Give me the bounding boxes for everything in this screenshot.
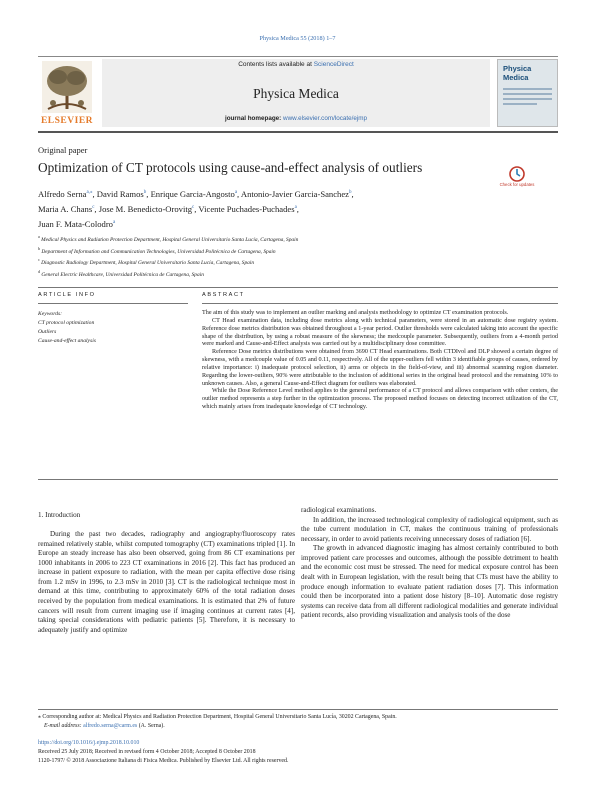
author-sup: b (143, 190, 147, 195)
author-sep: , (296, 203, 299, 214)
corresponding-author: ⁎ Corresponding author at: Medical Physics and Radiation Protection Department, Hospital General Universitario Santa Lucía, 30202 Cartagena, Spain. (38, 714, 397, 720)
elsevier-wordmark: ELSEVIER (40, 116, 94, 126)
keyword-item: CT protocol optimization (38, 320, 95, 326)
divider (38, 287, 558, 288)
author-sup: a (112, 219, 116, 225)
author-name[interactable]: Maria A. Chans (38, 203, 93, 214)
abstract-paragraph: Reference Dose metrics distributions were obtained from 3690 CT Head examinations. Both CTDIvol and DLP showed a certain degree of skewness, with a medcouple value of 0.05 and 0.11, respectively. All of the upper-outliers fell within 3 identifiable groups of causes, ordered by relative importance: i) inadequate protocol selection, ii) arms or objects in the field-of-view, and iii) abnormal scanning region diameter. Regarding the lower-outliers, 90% were attributable to the inclusion of additional series in the original head protocol and the remaining 10% to unknown causes. Also, a general Cause-and-Effect diagram for outliers was elaborated. (202, 349, 558, 387)
contents-line (102, 61, 490, 68)
body-paragraph: The growth in advanced diagnostic imaging has almost certainly contributed to both improved patient care processes and outcomes, although the possible detriment to health and the economic cost must be stressed. The need for medical exposure control has been dealt with in European legislation, with the result being that CTs must have the ability to produce enough information to evaluate patient radiation doses [7]. This information could then be incorporated into a patient dose history [8–10]. Automatic dose registry systems can receive data from all different radiological modalities and generate individual patient records, also providing visualization and analysis tools of the dose (301, 544, 558, 620)
author-name[interactable]: Juan F. Mata-Colodro (38, 218, 113, 229)
author-sup: a,⁎ (86, 190, 93, 195)
corresponding-footnote (38, 713, 558, 730)
article-title: Optimization of CT protocols using cause-and-effect analysis of outliers (38, 160, 423, 175)
author-list (38, 186, 488, 231)
abstract-heading: ABSTRACT (202, 292, 245, 298)
journal-citation[interactable]: Physica Medica 55 (2018) 1–7 (259, 35, 336, 42)
journal-cover-thumbnail[interactable] (497, 59, 558, 127)
divider (38, 303, 188, 304)
author-name[interactable]: , Jose M. Benedicto-Orovitg (94, 203, 193, 214)
author-name[interactable]: , David Ramos (92, 188, 144, 199)
author-name[interactable]: Alfredo Serna (38, 188, 87, 199)
divider (202, 303, 558, 304)
author-sup: b (348, 190, 352, 195)
email-link[interactable]: alfredo.serna@carm.es (83, 722, 138, 729)
check-for-updates-icon[interactable] (502, 165, 532, 195)
elsevier-tree-logo (38, 59, 96, 123)
cover-title-1: Physica (503, 64, 532, 73)
body-paragraph: During the past two decades, radiography and angiography/fluoroscopy rates remained relatively stable, whilst computed tomography (CT) examinations tripled [1]. In Europe an steady increase has also been observed, going from 86 CT examinations per 1000 inhabitants in 2006 to 223 CT examinations in 2016 [2]. This fact has produced an increase in patient exposure to radiation, with the mean per capita effective dose rising from 1.2 mSv in 1996, to 2.3 mSv in 2010 [3]. CT is the radiological technique most in demand at this time, contributing to approximately 60% of the total radiation doses received by the population from medical examinations. It is estimated that 2% of future cancers will result from current imaging use if imaging continues at current rates [4], taking special considerations with pediatric patients [5]. Therefore, it is necessary to adequately justify and optimize (38, 530, 295, 634)
body-right-column (301, 506, 558, 621)
author-name[interactable]: , Vicente Puchades-Puchades (194, 203, 295, 214)
sciencedirect-link[interactable]: ScienceDirect (313, 61, 354, 68)
doi-link[interactable]: https://doi.org/10.1016/j.ejmp.2018.10.010 (38, 740, 140, 746)
affiliations (38, 233, 488, 279)
divider (38, 479, 558, 480)
journal-homepage (102, 115, 490, 122)
homepage-link[interactable]: www.elsevier.com/locate/ejmp (283, 115, 368, 122)
email-label: E-mail address: (44, 722, 84, 729)
keyword-item: Outliers (38, 329, 57, 335)
article-type: Original paper (38, 145, 88, 155)
article-info-heading: ARTICLE INFO (38, 292, 96, 298)
email-suffix: (A. Serna). (137, 722, 165, 729)
author-sup: a (294, 204, 297, 210)
journal-name: Physica Medica (253, 86, 339, 101)
author-name[interactable]: , Enrique Garcia-Angosto (146, 188, 235, 199)
keyword-item: Cause-and-effect analysis (38, 338, 96, 344)
contents-prefix: Contents lists available at (238, 61, 314, 68)
abstract-paragraph: While the Dose Reference Level method applies to the general performance of a CT protocol and allows comparison with other centers, the outlier method represents a step further in the optimization process. The proposed method focuses on detecting incorrect utilization of the CT, which mainly arises from inadequate knowledge of CT technology. (202, 388, 558, 411)
affiliation-item: $^a$ Medical Physics and Radiation Protection Department, Hospital General Universitario Santa Lucía, Cartagena, Spain (38, 234, 299, 243)
affiliation-item: $^b$ Department of Information and Communication Technologies, Universidad Politécnica de Cartagena, Spain (38, 245, 276, 255)
author-sup: c (192, 204, 195, 210)
cover-title-2: Medica (503, 73, 529, 82)
homepage-label: journal homepage: (224, 115, 284, 122)
abstract-paragraph: CT Head examination data, including dose metrics along with technical parameters, were stored in an automatic dose registry system. Reference dose metrics distribution was obtained throughout a 1-year period. Outlier thresholds were calculated taking into account the specific shape of the distribution, by using a robust measure of the skewness; the medcouple parameter. Subsequently, outliers from a 4-month period were marked and Cause-and-Effect analysis was carried out by a multidisciplinary dose committee. (202, 317, 558, 348)
affiliation-item: $^c$ Diagnostic Radiology Department, Hospital General Universitario Santa Lucía, Cartagena, Spain (38, 257, 255, 266)
email-line (38, 722, 558, 731)
abstract-body (202, 310, 558, 412)
check-for-updates-label[interactable]: Check for updates (499, 182, 535, 187)
author-sep: , (351, 188, 354, 199)
body-paragraph: radiological examinations. (301, 506, 377, 514)
received-dates: Received 25 July 2018; Received in revised form 4 October 2018; Accepted 8 October 2018 (38, 749, 256, 756)
body-left-column (38, 530, 295, 635)
body-paragraph: In addition, the increased technological complexity of radiological equipment, such as the tube current modulation in CT, makes the continuous training of professionals necessary, in order to avoid patients receiving unnecessary doses of radiation [6]. (301, 515, 558, 543)
abstract-paragraph: The aim of this study was to implement an outlier marking and analysis methodology to optimize CT examination protocols. (202, 310, 509, 316)
author-name[interactable]: , Antonio-Javier Garcia-Sanchez (237, 188, 349, 199)
keywords-label: Keywords: (38, 311, 63, 317)
footnote-divider (38, 709, 558, 710)
section-heading: 1. Introduction (38, 511, 81, 519)
copyright: 1120-1797/ © 2018 Associazione Italiana di Fisica Medica. Published by Elsevier Ltd. All rights reserved. (38, 758, 289, 765)
publication-info (38, 739, 558, 767)
author-sup: a (234, 190, 238, 195)
affiliation-item: $^d$ General Electric Healthcare, Universidad Politécnica de Cartagena, Spain (38, 268, 204, 278)
author-sup: c (92, 204, 95, 210)
